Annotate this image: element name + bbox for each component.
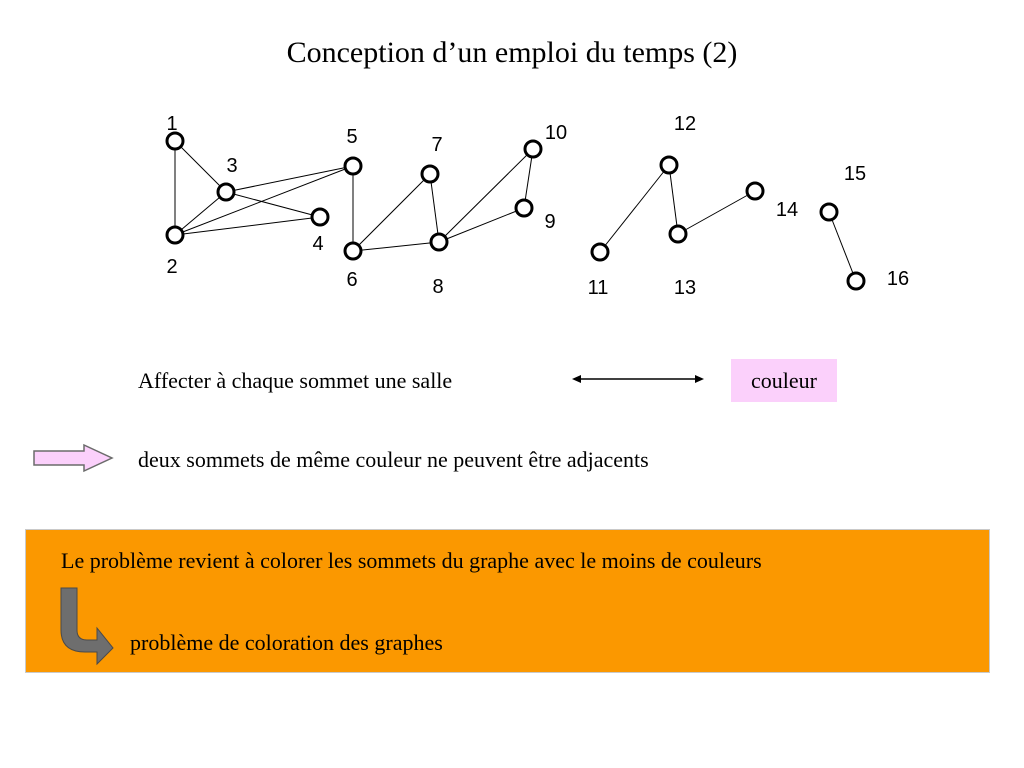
- graph-node-8: [431, 234, 447, 250]
- graph-node-label-8: 8: [432, 276, 444, 298]
- graph-node-13: [670, 226, 686, 242]
- graph-edge-6-8: [353, 242, 439, 251]
- graph-node-14: [747, 183, 763, 199]
- couleur-box: [731, 359, 837, 402]
- graph-node-label-1: 1: [166, 113, 178, 135]
- graph-node-5: [345, 158, 361, 174]
- graph-node-label-14: 14: [775, 199, 799, 221]
- graph-node-10: [525, 141, 541, 157]
- graph-edge-8-9: [439, 208, 524, 242]
- graph-node-11: [592, 244, 608, 260]
- graph-node-label-2: 2: [166, 256, 178, 278]
- graph-node-2: [167, 227, 183, 243]
- graph-node-label-7: 7: [431, 134, 443, 156]
- graph-node-12: [661, 157, 677, 173]
- couleur-label: couleur: [751, 367, 817, 393]
- graph-node-label-4: 4: [312, 233, 324, 255]
- graph-edge-12-13: [669, 165, 678, 234]
- graph-node-label-11: 11: [587, 277, 609, 299]
- graph-node-label-9: 9: [544, 211, 556, 233]
- graph-node-4: [312, 209, 328, 225]
- graph-node-16: [848, 273, 864, 289]
- graph-edge-2-4: [175, 217, 320, 235]
- graph-edge-6-7: [353, 174, 430, 251]
- graph-node-label-13: 13: [673, 277, 697, 299]
- graph-edge-2-5: [175, 166, 353, 235]
- graph-edge-7-8: [430, 174, 439, 242]
- pink-arrow-icon: [32, 443, 114, 473]
- graph-node-6: [345, 243, 361, 259]
- graph-node-label-15: 15: [843, 163, 867, 185]
- graph-node-7: [422, 166, 438, 182]
- graph-edge-11-12: [600, 165, 669, 252]
- graph-edge-13-14: [678, 191, 755, 234]
- graph-node-label-12: 12: [673, 113, 697, 135]
- graph-edge-15-16: [829, 212, 856, 281]
- graph-node-15: [821, 204, 837, 220]
- adjacency-statement: deux sommets de même couleur ne peuvent être adjacents: [138, 447, 649, 472]
- graph-edge-1-3: [175, 141, 226, 192]
- graph-node-label-3: 3: [226, 155, 238, 177]
- graph-edge-3-4: [226, 192, 320, 217]
- affect-statement: Affecter à chaque sommet une salle: [138, 368, 453, 393]
- schedule-graph: [0, 0, 1024, 330]
- graph-edge-8-10: [439, 149, 533, 242]
- graph-node-label-6: 6: [346, 269, 358, 291]
- graph-node-1: [167, 133, 183, 149]
- slide-title: Conception d’un emploi du temps (2): [286, 36, 738, 69]
- bent-arrow-icon: [57, 586, 117, 666]
- graph-edge-2-3: [175, 192, 226, 235]
- graph-node-label-5: 5: [346, 126, 358, 148]
- conclusion-box: [25, 529, 990, 673]
- graph-node-label-16: 16: [886, 268, 910, 290]
- coloring-statement: problème de coloration des graphes: [130, 630, 443, 655]
- problem-statement: Le problème revient à colorer les sommets du graphe avec le moins de couleurs: [61, 548, 762, 573]
- graph-node-label-10: 10: [544, 122, 568, 144]
- graph-node-3: [218, 184, 234, 200]
- graph-edge-3-5: [226, 166, 353, 192]
- double-arrow-icon: [572, 371, 704, 387]
- graph-node-9: [516, 200, 532, 216]
